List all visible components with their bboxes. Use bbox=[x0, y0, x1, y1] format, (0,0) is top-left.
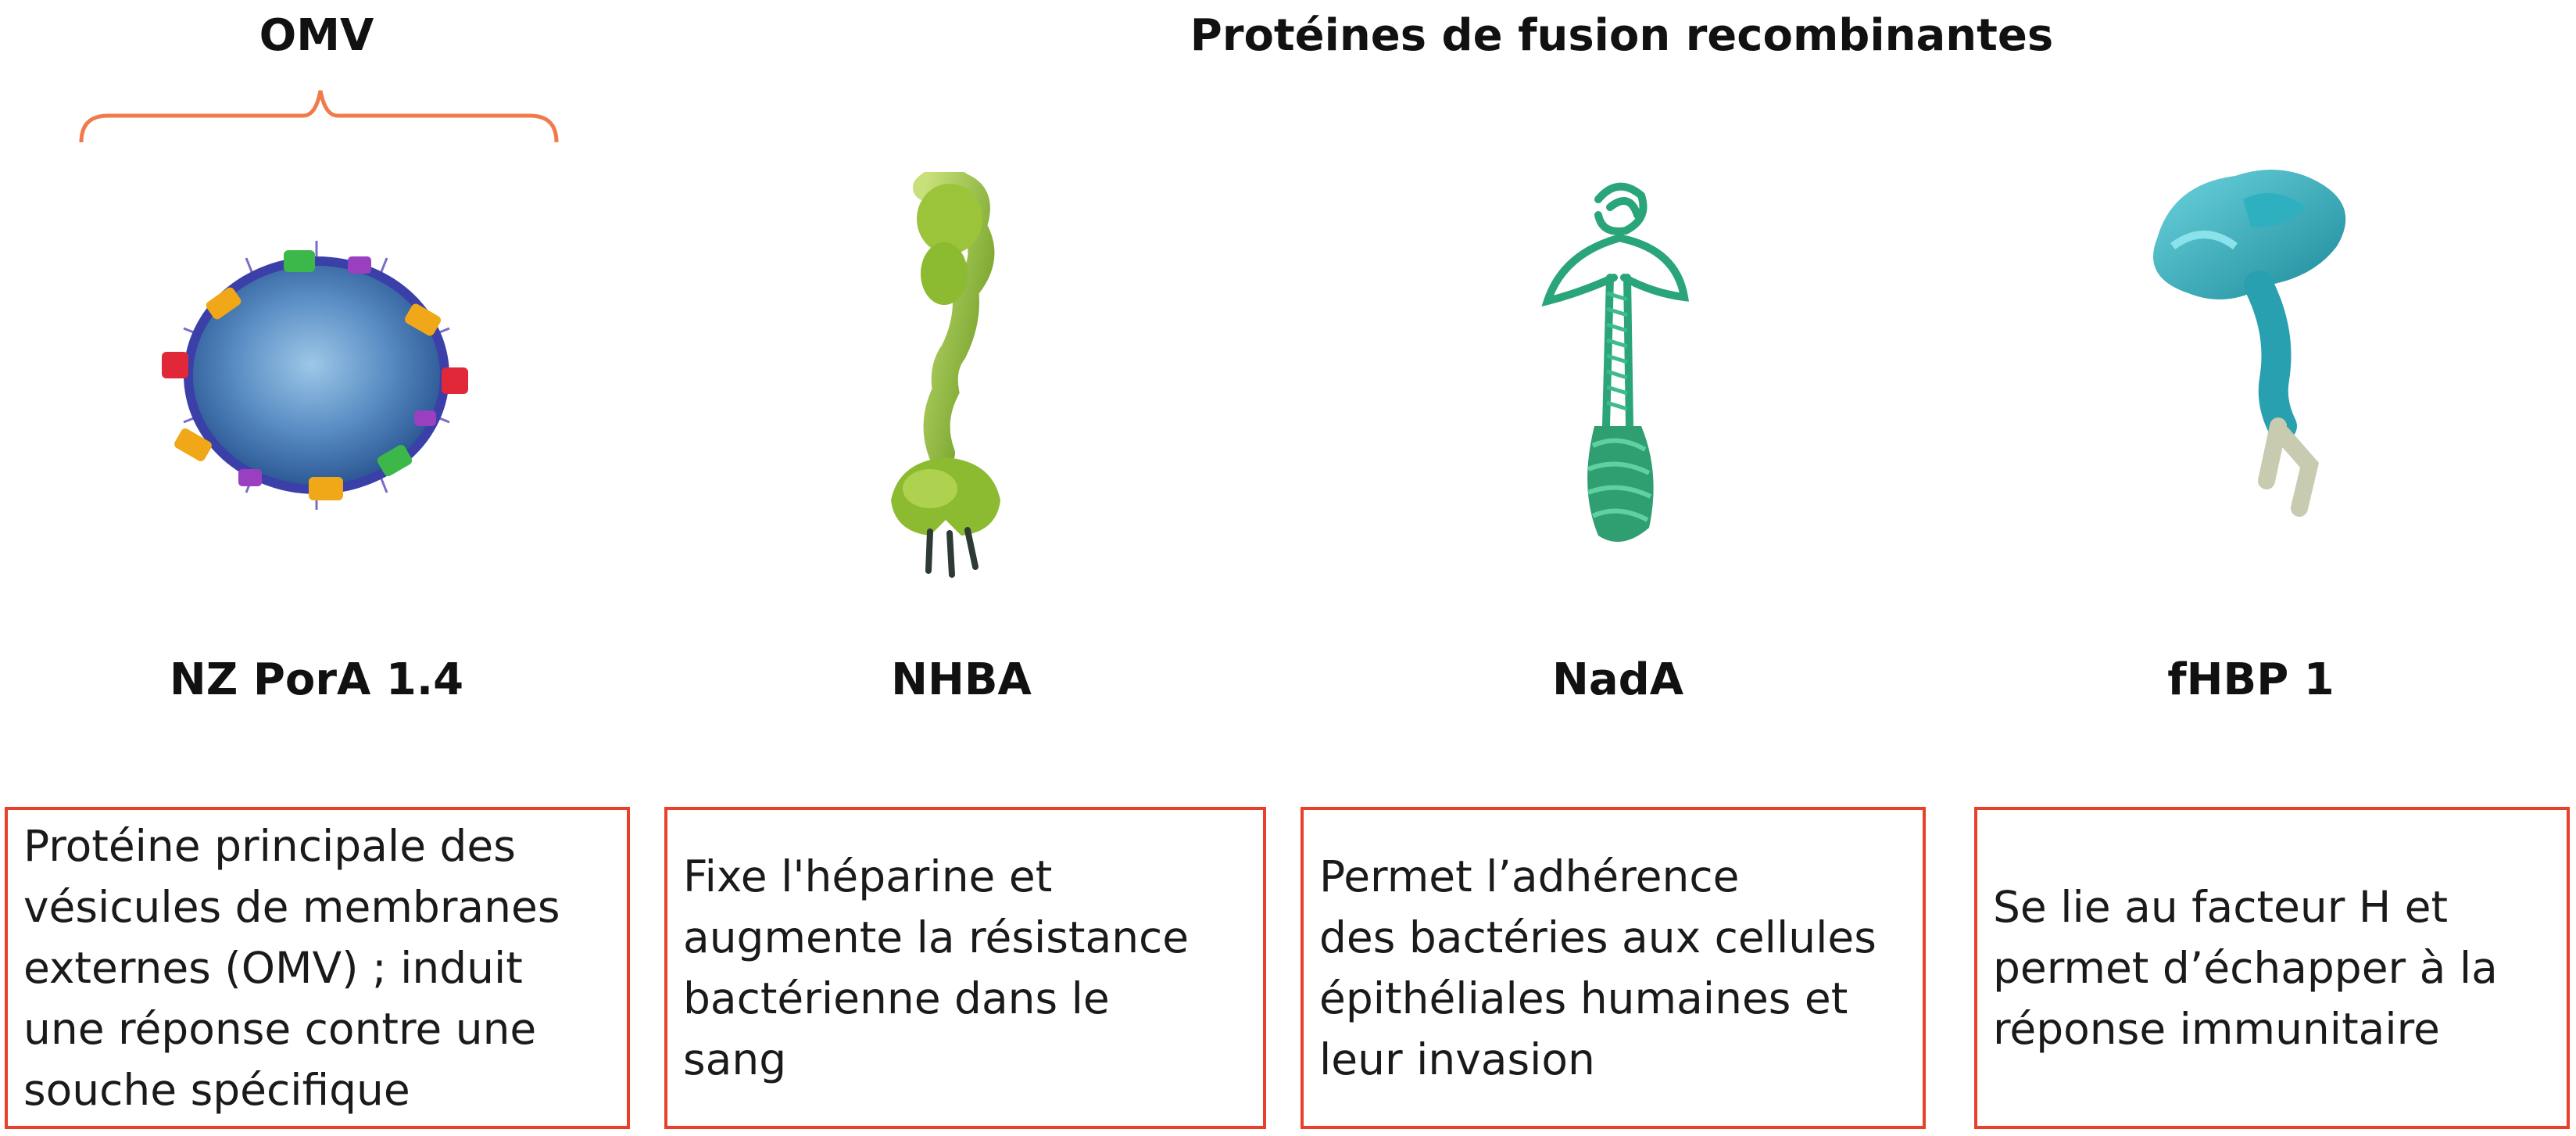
description-box-nzpora bbox=[5, 807, 630, 1129]
description-box-fhbp bbox=[1974, 807, 2570, 1129]
nada-protein-illustration bbox=[1532, 176, 1704, 606]
nhba-protein-illustration bbox=[868, 172, 1024, 594]
antigen-name-nhba: NHBA bbox=[891, 654, 1032, 705]
description-box-nhba bbox=[664, 807, 1266, 1129]
description-text: Fixe l'héparine et augmente la résistance bactérienne dans le sang bbox=[683, 851, 1190, 1084]
antigen-name-nzpora: NZ PorA 1.4 bbox=[169, 654, 464, 705]
antigen-name-fhbp: fHBP 1 bbox=[2167, 654, 2334, 705]
omv-header: OMV bbox=[259, 10, 374, 61]
fusion-proteins-header: Protéines de fusion recombinantes bbox=[1190, 10, 2054, 61]
fhbp-protein-illustration bbox=[2126, 152, 2376, 528]
description-text: Protéine principale des vésicules de membranes externes (OMV) ; induit une réponse contre une souche spécifique bbox=[23, 821, 560, 1115]
antigen-name-nada: NadA bbox=[1551, 654, 1684, 705]
omv-bracket bbox=[77, 84, 561, 147]
description-box-nada bbox=[1301, 807, 1926, 1129]
description-text: Se lie au facteur H et permet d’échapper à la réponse immunitaire bbox=[1993, 882, 2498, 1054]
description-text: Permet l’adhérence des bactéries aux cellules épithéliales humaines et leur invasion bbox=[1319, 851, 1877, 1084]
omv-vesicle-illustration bbox=[152, 235, 481, 516]
